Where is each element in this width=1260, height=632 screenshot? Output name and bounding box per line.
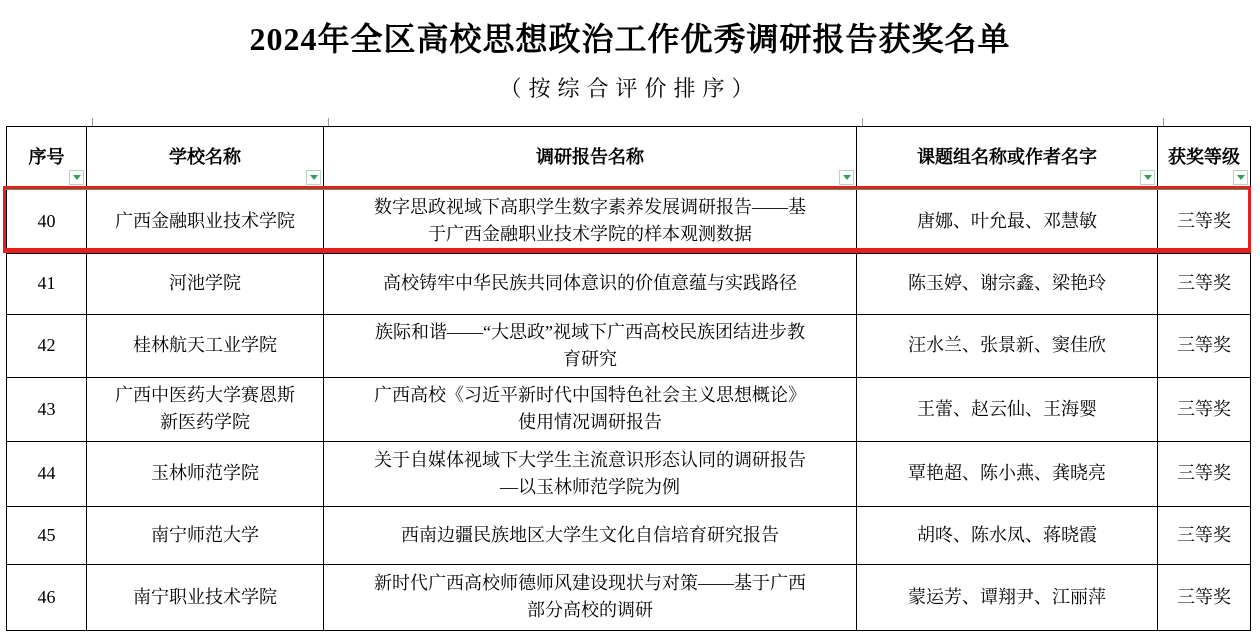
column-header-label: 获奖等级 — [1168, 147, 1240, 167]
column-header-label: 课题组名称或作者名字 — [917, 147, 1097, 167]
cell-report[interactable]: 关于自媒体视域下大学生主流意识形态认同的调研报告—以玉林师范学院为例 — [324, 441, 857, 506]
awards-table — [6, 126, 1251, 631]
cell-school[interactable]: 广西中医药大学赛恩斯新医药学院 — [87, 377, 324, 441]
cell-authors[interactable]: 胡咚、陈水凤、蒋晓霞 — [857, 506, 1158, 564]
filter-dropdown-icon — [1237, 175, 1245, 180]
table-row — [7, 441, 1251, 506]
cell-award[interactable]: 三等奖 — [1158, 564, 1251, 630]
filter-dropdown-icon — [310, 175, 318, 180]
column-header-label: 学校名称 — [169, 147, 241, 167]
cell-serial[interactable]: 44 — [7, 441, 87, 506]
cell-report[interactable]: 广西高校《习近平新时代中国特色社会主义思想概论》使用情况调研报告 — [324, 377, 857, 441]
cell-serial[interactable]: 40 — [7, 189, 87, 253]
cell-authors[interactable]: 陈玉婷、谢宗鑫、梁艳玲 — [857, 253, 1158, 314]
filter-dropdown-button[interactable] — [839, 170, 854, 185]
cell-report[interactable]: 高校铸牢中华民族共同体意识的价值意蕴与实践路径 — [324, 253, 857, 314]
cell-school[interactable]: 南宁职业技术学院 — [87, 564, 324, 630]
column-header-label: 序号 — [28, 147, 65, 167]
cell-report[interactable]: 数字思政视域下高职学生数字素养发展调研报告——基于广西金融职业技术学院的样本观测数据 — [324, 189, 857, 253]
column-header-award[interactable] — [1158, 127, 1251, 190]
table-row — [7, 506, 1251, 564]
cell-report[interactable]: 新时代广西高校师德师风建设现状与对策——基于广西部分高校的调研 — [324, 564, 857, 630]
cell-authors[interactable]: 覃艳超、陈小燕、龚晓亮 — [857, 441, 1158, 506]
filter-dropdown-button[interactable] — [1140, 170, 1155, 185]
filter-dropdown-button[interactable] — [69, 170, 84, 185]
filter-dropdown-icon — [843, 175, 851, 180]
cell-authors[interactable]: 汪水兰、张景新、窦佳欣 — [857, 314, 1158, 377]
cell-award[interactable]: 三等奖 — [1158, 506, 1251, 564]
cell-serial[interactable]: 41 — [7, 253, 87, 314]
cell-award[interactable]: 三等奖 — [1158, 314, 1251, 377]
cell-authors[interactable]: 王蕾、赵云仙、王海婴 — [857, 377, 1158, 441]
cell-school[interactable]: 玉林师范学院 — [87, 441, 324, 506]
cell-serial[interactable]: 46 — [7, 564, 87, 630]
filter-dropdown-icon — [73, 175, 81, 180]
cell-authors[interactable]: 蒙运芳、谭翔尹、江丽萍 — [857, 564, 1158, 630]
cell-report[interactable]: 西南边疆民族地区大学生文化自信培育研究报告 — [324, 506, 857, 564]
column-header-school[interactable] — [87, 127, 324, 190]
header-row — [7, 127, 1251, 190]
cell-school[interactable]: 广西金融职业技术学院 — [87, 189, 324, 253]
page-title: 2024年全区高校思想政治工作优秀调研报告获奖名单 — [249, 21, 1011, 57]
cell-serial[interactable]: 45 — [7, 506, 87, 564]
cell-report[interactable]: 族际和谐——“大思政”视域下广西高校民族团结进步教育研究 — [324, 314, 857, 377]
column-header-report[interactable] — [324, 127, 857, 190]
page-subtitle: （按综合评价排序） — [499, 76, 761, 101]
cell-school[interactable]: 南宁师范大学 — [87, 506, 324, 564]
cell-award[interactable]: 三等奖 — [1158, 189, 1251, 253]
table-row — [7, 564, 1251, 630]
cell-school[interactable]: 桂林航天工业学院 — [87, 314, 324, 377]
column-header-serial[interactable] — [7, 127, 87, 190]
column-header-label: 调研报告名称 — [536, 147, 644, 167]
table-row — [7, 253, 1251, 314]
table-row — [7, 314, 1251, 377]
cell-authors[interactable]: 唐娜、叶允最、邓慧敏 — [857, 189, 1158, 253]
table-body — [7, 189, 1251, 630]
filter-dropdown-icon — [1144, 175, 1152, 180]
filter-dropdown-button[interactable] — [306, 170, 321, 185]
filter-dropdown-button[interactable] — [1233, 170, 1248, 185]
column-header-authors[interactable] — [857, 127, 1158, 190]
cell-school[interactable]: 河池学院 — [87, 253, 324, 314]
table-row — [7, 189, 1251, 253]
cell-award[interactable]: 三等奖 — [1158, 441, 1251, 506]
cell-award[interactable]: 三等奖 — [1158, 253, 1251, 314]
cell-serial[interactable]: 42 — [7, 314, 87, 377]
cell-serial[interactable]: 43 — [7, 377, 87, 441]
table-row — [7, 377, 1251, 441]
cell-award[interactable]: 三等奖 — [1158, 377, 1251, 441]
